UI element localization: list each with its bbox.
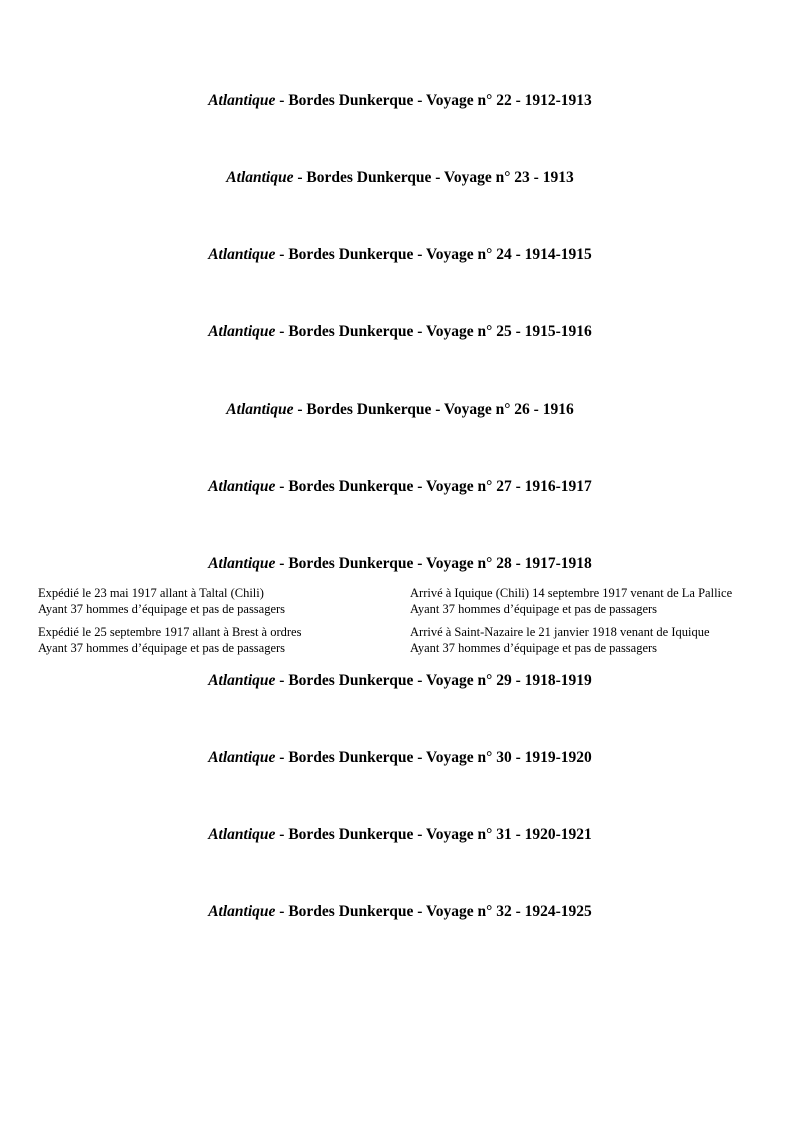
voyage-heading-32: [0, 903, 800, 921]
crew-text: Ayant 37 hommes d’équipage et pas de passagers: [38, 640, 286, 655]
voyage-heading-30: [0, 749, 800, 767]
voyage-title: - Bordes Dunkerque - Voyage n° 24 - 1914-1915: [275, 246, 592, 263]
ship-name: Atlantique: [208, 323, 276, 340]
arrival-text: Arrivé à Saint-Nazaire le 21 janvier 1918 venant de Iquique: [410, 625, 710, 639]
ship-name: Atlantique: [208, 903, 276, 920]
voyage-heading-31: [0, 826, 800, 844]
ship-name: Atlantique: [208, 749, 276, 766]
arrival-entry-2: [410, 625, 710, 656]
departure-text: Expédié le 23 mai 1917 allant à Taltal (Chili): [38, 586, 264, 600]
crew-text: Ayant 37 hommes d’équipage et pas de passagers: [410, 640, 658, 655]
ship-name: Atlantique: [226, 169, 294, 186]
voyage-heading-23: [0, 169, 800, 187]
ship-name: Atlantique: [208, 246, 276, 263]
voyage-title: - Bordes Dunkerque - Voyage n° 27 - 1916-1917: [275, 478, 592, 495]
ship-name: Atlantique: [208, 672, 276, 689]
ship-name: Atlantique: [208, 826, 276, 843]
ship-name: Atlantique: [226, 401, 294, 418]
voyage-heading-26: [0, 401, 800, 419]
voyage-title: - Bordes Dunkerque - Voyage n° 30 - 1919-1920: [275, 749, 592, 766]
voyage-title: - Bordes Dunkerque - Voyage n° 25 - 1915-1916: [275, 323, 592, 340]
ship-name: Atlantique: [208, 478, 276, 495]
voyage-heading-29: [0, 672, 800, 690]
ship-name: Atlantique: [208, 92, 276, 109]
crew-text: Ayant 37 hommes d’équipage et pas de passagers: [410, 601, 658, 616]
voyage-heading-22: [0, 92, 800, 110]
voyage-title: - Bordes Dunkerque - Voyage n° 23 - 1913: [293, 169, 574, 186]
voyage-heading-24: [0, 246, 800, 264]
arrival-entry-1: [410, 586, 732, 617]
voyage-heading-25: [0, 323, 800, 341]
crew-text: Ayant 37 hommes d’équipage et pas de passagers: [38, 601, 286, 616]
ship-name: Atlantique: [208, 555, 276, 572]
voyage-title: - Bordes Dunkerque - Voyage n° 32 - 1924-1925: [275, 903, 592, 920]
departure-entry-1: [38, 586, 285, 617]
departure-entry-2: [38, 625, 301, 656]
voyage-title: - Bordes Dunkerque - Voyage n° 22 - 1912-1913: [275, 92, 592, 109]
voyage-title: - Bordes Dunkerque - Voyage n° 28 - 1917-1918: [275, 555, 592, 572]
voyage-title: - Bordes Dunkerque - Voyage n° 29 - 1918-1919: [275, 672, 592, 689]
voyage-title: - Bordes Dunkerque - Voyage n° 26 - 1916: [293, 401, 574, 418]
departure-text: Expédié le 25 septembre 1917 allant à Brest à ordres: [38, 625, 302, 639]
voyage-heading-28: [0, 555, 800, 573]
arrival-text: Arrivé à Iquique (Chili) 14 septembre 1917 venant de La Pallice: [410, 586, 733, 600]
voyage-heading-27: [0, 478, 800, 496]
voyage-title: - Bordes Dunkerque - Voyage n° 31 - 1920-1921: [275, 826, 592, 843]
